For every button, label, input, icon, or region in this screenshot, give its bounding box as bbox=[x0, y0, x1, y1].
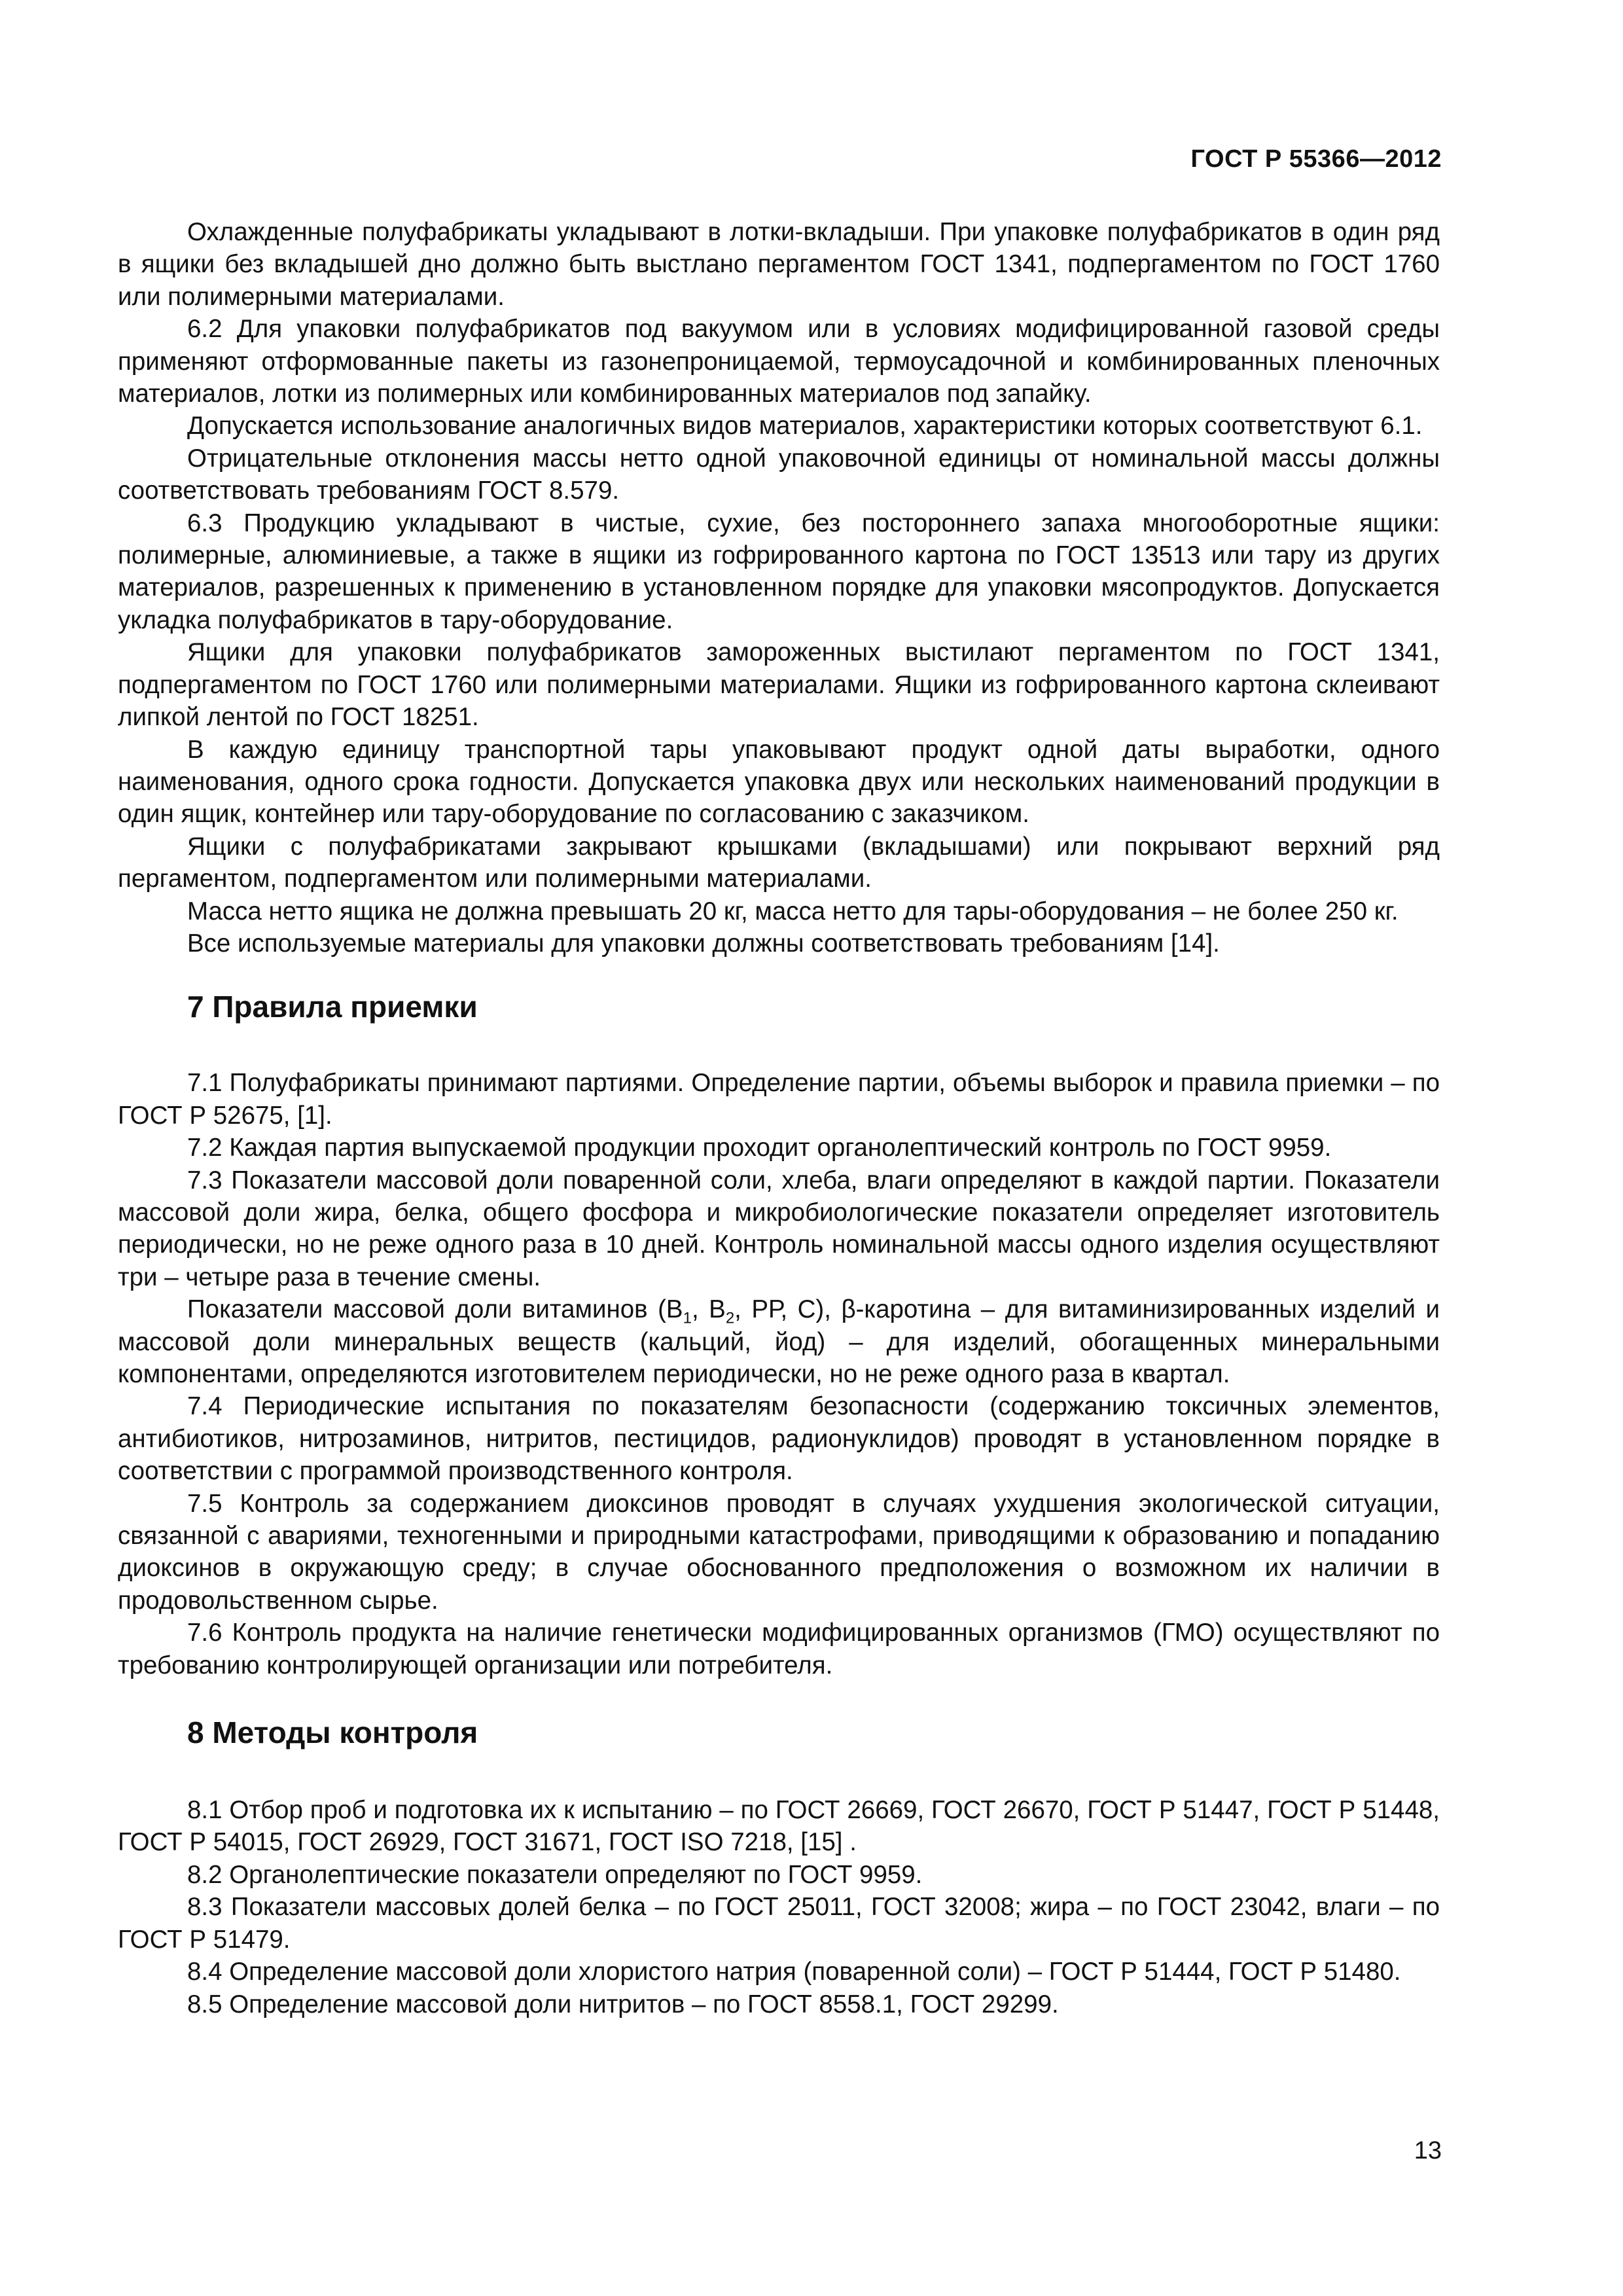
vitamins-text-b: , В bbox=[691, 1295, 726, 1324]
paragraph-8-3: 8.3 Показатели массовых долей белка – по ГОСТ 25011, ГОСТ 32008; жира – по ГОСТ 23042, влаги – по ГОСТ Р 51479. bbox=[118, 1893, 1440, 1954]
document-standard-id: ГОСТ Р 55366—2012 bbox=[1190, 145, 1442, 173]
paragraph-7-5: 7.5 Контроль за содержанием диоксинов проводят в случаях ухудшения экологической ситуации, связанной с авариями, техногенными и природными катастрофами, приводящими к образованию и попаданию диоксинов в окружающую среду; в случае обоснованного предположения о возможном их наличии в продовольственном сырье. bbox=[118, 1489, 1440, 1615]
paragraph-6-2: 6.2 Для упаковки полуфабрикатов под вакуумом или в условиях модифицированной газовой среды применяют отформованные пакеты из газонепроницаемой, термоусадочной и комбинированных пленочных материалов, лотки из полимерных или комбинированных материалов под запайку. bbox=[118, 315, 1440, 408]
page-number: 13 bbox=[1414, 2137, 1442, 2164]
paragraph-7-3: 7.3 Показатели массовой доли поваренной соли, хлеба, влаги определяют в каждой партии. Показатели массовой доли жира, белка, общего фосфора и микробиологические показатели определяет изготовитель периодически, но не реже одного раза в 10 дней. Контроль номинальной массы одного изделия осуществляют три – четыре раза в течение смены. bbox=[118, 1166, 1440, 1291]
paragraph-6-3-materials-requirements: Все используемые материалы для упаковки должны соответствовать требованиям [14]. bbox=[187, 929, 1220, 958]
paragraph-8-2: 8.2 Органолептические показатели определяют по ГОСТ 9959. bbox=[187, 1860, 923, 1889]
vitamin-b2-subscript: 2 bbox=[725, 1309, 735, 1327]
paragraph-7-4: 7.4 Периодические испытания по показателям безопасности (содержанию токсичных элементов, антибиотиков, нитрозаминов, нитритов, пестицидов, радионуклидов) проводят в установленном порядке в соответствии с программой производственного контроля. bbox=[118, 1392, 1440, 1486]
paragraph-7-2: 7.2 Каждая партия выпускаемой продукции проходит органолептический контроль по ГОСТ 9959. bbox=[187, 1134, 1332, 1162]
paragraph-6-2-net-mass: Отрицательные отклонения массы нетто одной упаковочной единицы от номинальной массы должны соответствовать требованиям ГОСТ 8.579. bbox=[118, 444, 1440, 505]
vitamin-b1-subscript: 1 bbox=[683, 1309, 692, 1327]
paragraph-6-3: 6.3 Продукцию укладывают в чистые, сухие, без постороннего запаха многооборотные ящики: полимерные, алюминиевые, а также в ящики из гофрированного картона по ГОСТ 13513 или тару из других материалов, разрешенных к применению в установленном порядке для упаковки мясопродуктов. Допускается укладка полуфабрикатов в тару-оборудование. bbox=[118, 509, 1440, 634]
paragraph-6-3-transport-tare: В каждую единицу транспортной тары упаковывают продукт одной даты выработки, одного наименования, одного срока годности. Допускается упаковка двух или нескольких наименований продукции в один ящик, контейнер или тару-оборудование по согласованию с заказчиком. bbox=[118, 735, 1440, 829]
page-body bbox=[118, 216, 1440, 2020]
paragraph-8-4: 8.4 Определение массовой доли хлористого натрия (поваренной соли) – ГОСТ Р 51444, ГОСТ Р 51480. bbox=[187, 1958, 1401, 1986]
paragraph-8-1: 8.1 Отбор проб и подготовка их к испытанию – по ГОСТ 26669, ГОСТ 26670, ГОСТ Р 51447, ГОСТ Р 51448, ГОСТ Р 54015, ГОСТ 26929, ГОСТ 31671, ГОСТ ISO 7218, [15] . bbox=[118, 1796, 1440, 1857]
vitamins-text-c: , РР, С), β-каротина – для витаминизированных изделий и массовой доли минеральных веществ (кальций, йод) – для изделий, обогащенных минеральными компонентами, определяются изготовителем периодически, но не реже одного раза в квартал. bbox=[118, 1295, 1440, 1388]
vitamins-text-a: Показатели массовой доли витаминов (В bbox=[187, 1295, 683, 1324]
paragraph-6-3-box-covers: Ящики с полуфабрикатами закрывают крышками (вкладышами) или покрывают верхний ряд пергаментом, подпергаментом или полимерными материалами. bbox=[118, 832, 1440, 893]
paragraph-6-3-box-mass: Масса нетто ящика не должна превышать 20 кг, масса нетто для тары-оборудования – не более 250 кг. bbox=[187, 897, 1399, 925]
paragraph-6-3-frozen-boxes: Ящики для упаковки полуфабрикатов замороженных выстилают пергаментом по ГОСТ 1341, подпергаментом по ГОСТ 1760 или полимерными материалами. Ящики из гофрированного картона склеивают липкой лентой по ГОСТ 18251. bbox=[118, 638, 1440, 732]
paragraph-7-6: 7.6 Контроль продукта на наличие генетически модифицированных организмов (ГМО) осуществляют по требованию контролирующей организации или потребителя. bbox=[118, 1619, 1440, 1679]
paragraph-7-3-vitamins bbox=[118, 1293, 1440, 1390]
section-7-heading: 7 Правила приемки bbox=[187, 990, 478, 1024]
paragraph-6-1-cont: Охлажденные полуфабрикаты укладывают в лотки-вкладыши. При упаковке полуфабрикатов в один ряд в ящики без вкладышей дно должно быть выстлано пергаментом ГОСТ 1341, подпергаментом по ГОСТ 1760 или полимерными материалами. bbox=[118, 218, 1440, 311]
paragraph-8-5: 8.5 Определение массовой доли нитритов – по ГОСТ 8558.1, ГОСТ 29299. bbox=[187, 1990, 1059, 2018]
paragraph-6-2-materials: Допускается использование аналогичных видов материалов, характеристики которых соответствуют 6.1. bbox=[187, 412, 1423, 440]
paragraph-7-1: 7.1 Полуфабрикаты принимают партиями. Определение партии, объемы выборок и правила приемки – по ГОСТ Р 52675, [1]. bbox=[118, 1069, 1440, 1130]
section-8-heading: 8 Методы контроля bbox=[187, 1715, 478, 1750]
